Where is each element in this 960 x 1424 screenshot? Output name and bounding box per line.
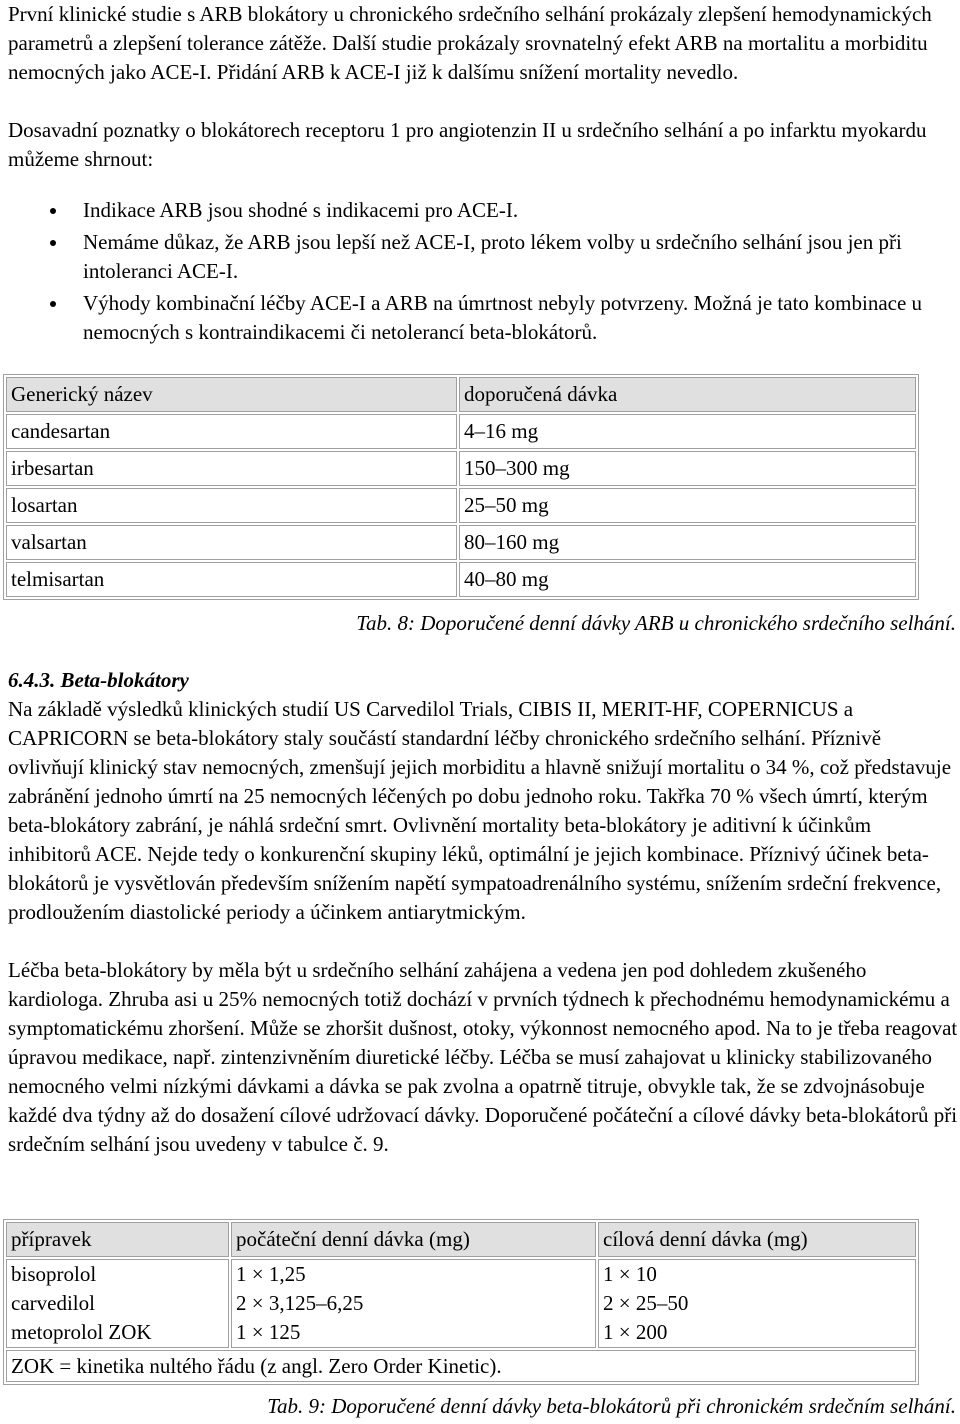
table-row	[6, 488, 916, 523]
drug-name-cell: losartan	[6, 488, 457, 523]
target-dose: 1 × 200	[603, 1320, 668, 1344]
table-row	[6, 1259, 916, 1348]
dose-cell: 40–80 mg	[459, 562, 916, 597]
drug-name: carvedilol	[11, 1291, 95, 1315]
bullet-item: Nemáme důkaz, že ARB jsou lepší než ACE-I, proto lékem volby u srdečního selhání jsou jen při intoleranci ACE-I.	[0, 228, 953, 286]
intro-paragraph-1: První klinické studie s ARB blokátory u chronického srdečního selhání prokázaly zlepšení hemodynamických parametrů a zlepšení tolerance zátěže. Další studie prokázaly srovnatelný efekt ARB na mortalitu a morbiditu nemocných jako ACE-I. Přidání ARB k ACE-I již k dalšímu snížení mortality nevedlo.	[8, 2, 932, 84]
target-dose: 2 × 25–50	[603, 1291, 689, 1315]
column-header-target-dose: cílová denní dávka (mg)	[598, 1222, 916, 1257]
table-header-row	[6, 377, 916, 412]
table-row	[6, 414, 916, 449]
column-header-preparation: přípravek	[6, 1222, 229, 1257]
drug-name-cell: telmisartan	[6, 562, 457, 597]
section-paragraph-1: Na základě výsledků klinických studií US Carvedilol Trials, CIBIS II, MERIT-HF, COPERNICUS a CAPRICORN se beta-blokátory staly součástí standardní léčby chronického srdečního selhání. Příznivě ovlivňují klinický stav nemocných, zmenšují jejich morbiditu a hlavně snižují mortalitu o 34 %, což představuje zabránění jednoho úmrtí na 25 nemocných léčených po dobu jednoho roku. Takřka 70 % všech úmrtí, kterým beta-blokátory zabrání, je náhlá srdeční smrt. Ovlivnění mortality beta-blokátory je aditivní k účinkům inhibitorů ACE. Nejde tedy o konkurenční skupiny léků, optimální je jejich kombinace. Příznivý účinek beta-blokátorů je vysvětlován především snížením napětí sympatoadrenálního systému, snížením srdeční frekvence, prodloužením diastolické periody a účinkem antiarytmickým.	[8, 697, 952, 924]
drug-name-cell: candesartan	[6, 414, 457, 449]
start-dose: 1 × 1,25	[236, 1262, 306, 1286]
drug-name-cell: valsartan	[6, 525, 457, 560]
dose-cell: 4–16 mg	[459, 414, 916, 449]
table-footnote-row	[6, 1350, 916, 1382]
table-row	[6, 525, 916, 560]
bullet-item: Výhody kombinační léčby ACE-I a ARB na úmrtnost nebyly potvrzeny. Možná je tato kombinace u nemocných s kontraindikacemi či netolerancí beta-blokátorů.	[0, 289, 953, 347]
arb-dose-table	[3, 374, 919, 600]
column-header-recommended-dose: doporučená dávka	[459, 377, 916, 412]
column-header-generic-name: Generický název	[6, 377, 457, 412]
intro-paragraph-2: Dosavadní poznatky o blokátorech receptoru 1 pro angiotenzin II u srdečního selhání a po infarktu myokardu můžeme shrnout:	[8, 118, 927, 171]
section-paragraph-2: Léčba beta-blokátory by měla být u srdečního selhání zahájena a vedena jen pod dohledem zkušeného kardiologa. Zhruba asi u 25% nemocných totiž dochází v prvních týdnech k přechodnému hemodynamickému a symptomatickému zhoršení. Může se zhoršit dušnost, otoky, výkonnost nemocného apod. Na to je třeba reagovat úpravou medikace, např. zintenzivněním diuretické léčby. Léčba se musí zahajovat u klinicky stabilizovaného nemocného velmi nízkými dávkami a dávka se pak zvolna a opatrně titruje, obvykle tak, že se zdvojnásobuje každé dva týdny až do dosažení cílové udržovací dávky. Doporučené počáteční a cílové dávky beta-blokátorů při srdečním selhání jsou uvedeny v tabulce č. 9.	[8, 958, 958, 1156]
bullet-dot-icon	[50, 301, 56, 307]
drug-name-cell: irbesartan	[6, 451, 457, 486]
table-8-caption: Tab. 8: Doporučené denní dávky ARB u chronického srdečního selhání.	[356, 611, 956, 635]
drug-names-cell	[6, 1259, 229, 1348]
drug-name: metoprolol ZOK	[11, 1320, 152, 1344]
target-dose: 1 × 10	[603, 1262, 657, 1286]
target-doses-cell	[598, 1259, 916, 1348]
column-header-start-dose: počáteční denní dávka (mg)	[231, 1222, 596, 1257]
drug-name: bisoprolol	[11, 1262, 97, 1286]
start-dose: 2 × 3,125–6,25	[236, 1291, 364, 1315]
section-heading: 6.4.3. Beta-blokátory	[8, 668, 189, 692]
bullet-dot-icon	[50, 240, 56, 246]
table-header-row	[6, 1222, 916, 1257]
table-9-caption: Tab. 9: Doporučené denní dávky beta-blokátorů při chronickém srdečním selhání.	[267, 1394, 956, 1418]
table-row	[6, 451, 916, 486]
summary-bullet-list	[0, 196, 960, 350]
start-doses-cell	[231, 1259, 596, 1348]
start-dose: 1 × 125	[236, 1320, 301, 1344]
table-footnote: ZOK = kinetika nultého řádu (z angl. Zero Order Kinetic).	[6, 1350, 916, 1382]
dose-cell: 80–160 mg	[459, 525, 916, 560]
table-row	[6, 562, 916, 597]
dose-cell: 25–50 mg	[459, 488, 916, 523]
bullet-dot-icon	[50, 208, 56, 214]
beta-blocker-dose-table	[3, 1219, 919, 1385]
bullet-item: Indikace ARB jsou shodné s indikacemi pro ACE-I.	[0, 196, 953, 225]
dose-cell: 150–300 mg	[459, 451, 916, 486]
